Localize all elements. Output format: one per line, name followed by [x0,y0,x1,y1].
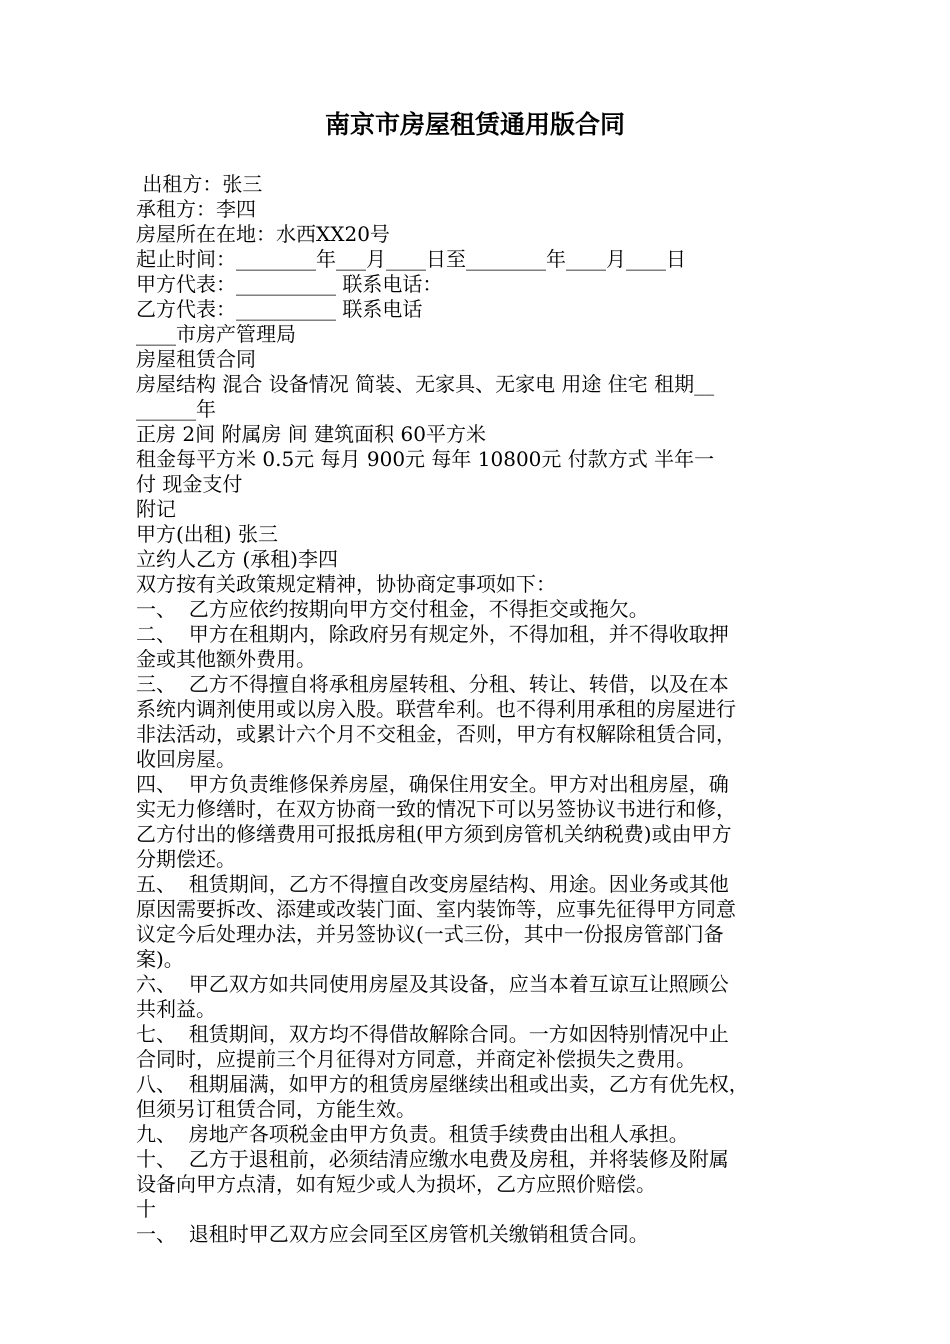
body-line: ______年 [136,397,216,421]
body-line: 承租方：李四 [136,197,256,221]
body-line: 一、 退租时甲乙双方应会同至区房管机关缴销租赁合同。 [136,1222,649,1246]
body-line: 系统内调剂使用或以房入股。联营牟利。也不得利用承租的房屋进行 [136,697,736,721]
body-line: 实无力修缮时，在双方协商一致的情况下可以另签协议书进行和修， [136,797,736,821]
body-line: 分期偿还。 [136,847,236,871]
body-line: 房屋所在在地：水西XX20号 [136,222,390,246]
body-line: 六、 甲乙双方如共同使用房屋及其设备，应当本着互谅互让照顾公 [136,972,729,996]
body-line: 五、 租赁期间，乙方不得擅自改变房屋结构、用途。因业务或其他 [136,872,729,896]
body-line: 非法活动，或累计六个月不交租金，否则，甲方有权解除租赁合同， [136,722,736,746]
body-line: 金或其他额外费用。 [136,647,316,671]
body-line: 一、 乙方应依约按期向甲方交付租金，不得拒交或拖欠。 [136,597,649,621]
body-line: 九、 房地产各项税金由甲方负责。租赁手续费由出租人承担。 [136,1122,689,1146]
body-line: 附记 [136,497,176,521]
body-line: 起止时间：________年___月____日至________年____月____日 [136,247,686,271]
body-line: 二、 甲方在租期内，除政府另有规定外，不得加租，并不得收取押 [136,622,729,646]
body-line: 四、 甲方负责维修保养房屋，确保住用安全。甲方对出租房屋，确 [136,772,729,796]
document-body [136,172,826,1247]
body-line: 十 [136,1197,156,1221]
body-line: 房屋结构 混合 设备情况 简装、无家具、无家电 用途 住宅 租期__ [136,372,715,396]
body-line: 甲方(出租) 张三 [136,522,278,546]
body-line: 双方按有关政策规定精神，协协商定事项如下： [136,572,556,596]
body-line: 但须另订租赁合同，方能生效。 [136,1097,416,1121]
body-line: 十、 乙方于退租前，必须结清应缴水电费及房租，并将装修及附属 [136,1147,729,1171]
body-line: 议定今后处理办法，并另签协议(一式三份，其中一份报房管部门备 [136,922,724,946]
body-line: 付 现金支付 [136,472,243,496]
document-title: 南京市房屋租赁通用版合同 [324,110,625,139]
body-line: 房屋租赁合同 [136,347,256,371]
body-line: 案)。 [136,947,184,971]
body-line: 正房 2间 附属房 间 建筑面积 60平方米 [136,422,486,446]
body-line: 三、 乙方不得擅自将承租房屋转租、分租、转让、转借，以及在本 [136,672,729,696]
body-line: 出租方：张三 [136,172,263,196]
body-line: 原因需要拆改、添建或改装门面、室内装饰等，应事先征得甲方同意 [136,897,736,921]
body-line: 租金每平方米 0.5元 每月 900元 每年 10800元 付款方式 半年一 [136,447,715,471]
body-line: 乙方代表：__________ 联系电话 [136,297,423,321]
body-line: 共利益。 [136,997,216,1021]
body-line: 八、 租期届满，如甲方的租赁房屋继续出租或出卖，乙方有优先权， [136,1072,749,1096]
body-line: 七、 租赁期间，双方均不得借故解除合同。一方如因特别情况中止 [136,1022,729,1046]
body-line: 乙方付出的修缮费用可报抵房租(甲方须到房管机关纳税费)或由甲方 [136,822,732,846]
body-line: 收回房屋。 [136,747,236,771]
body-line: 设备向甲方点清，如有短少或人为损坏，乙方应照价赔偿。 [136,1172,656,1196]
body-line: ____市房产管理局 [136,322,296,346]
body-line: 合同时，应提前三个月征得对方同意，并商定补偿损失之费用。 [136,1047,696,1071]
body-line: 甲方代表：__________ 联系电话： [136,272,443,296]
body-line: 立约人乙方 (承租)李四 [136,547,338,571]
